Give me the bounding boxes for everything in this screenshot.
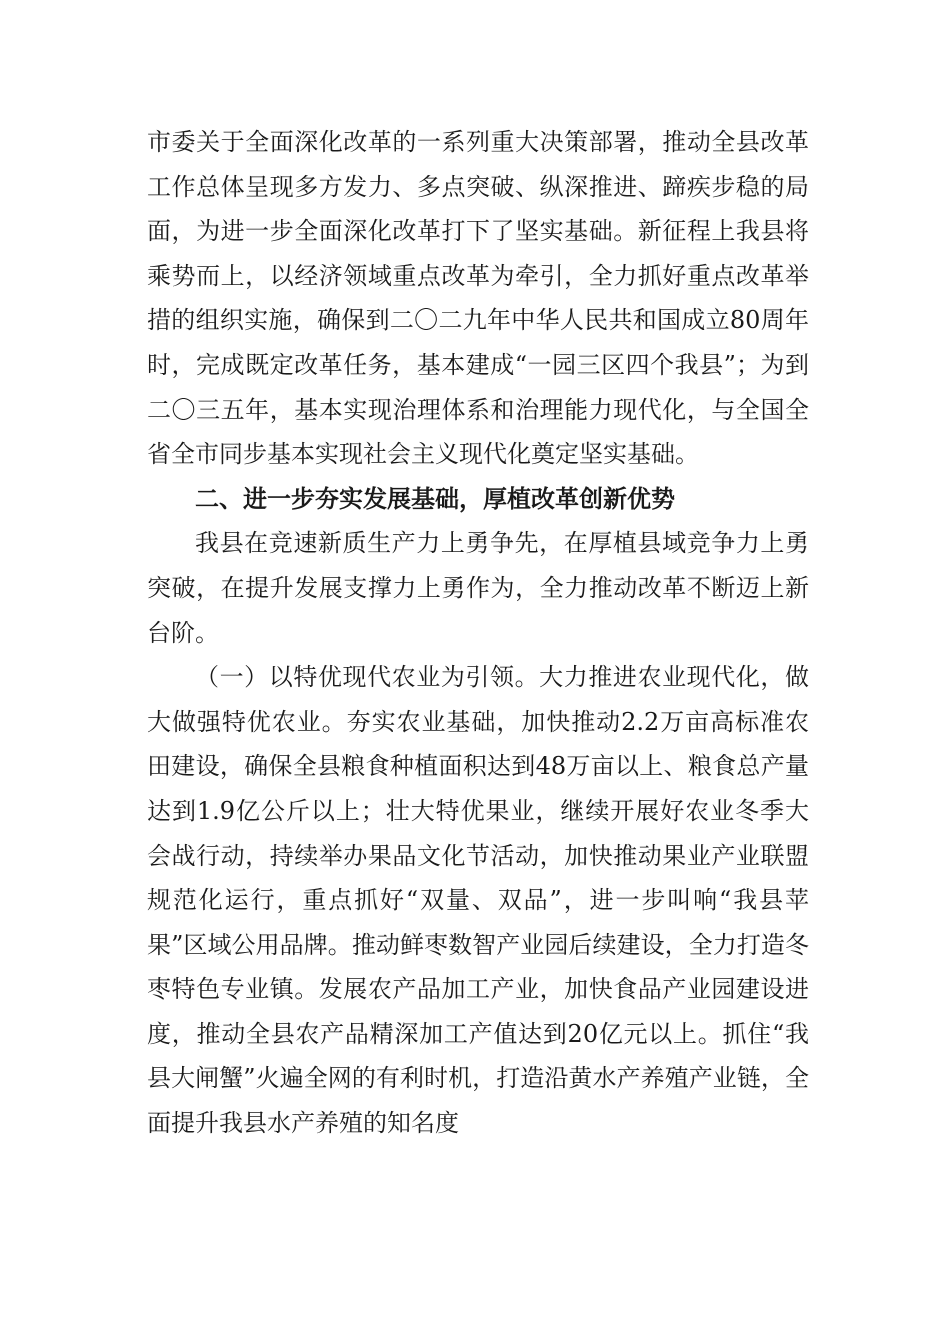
paragraph-reform-summary: 市委关于全面深化改革的一系列重大决策部署，推动全县改革工作总体呈现多方发力、多点突破、纵深推进、蹄疾步稳的局面，为进一步全面深化改革打下了坚实基础。新征程上我县将乘势而上，以经济领域重点改革为牵引，全力抓好重点改革举措的组织实施，确保到二〇二九年中华人民共和国成立80周年时，完成既定改革任务，基本建成“一园三区四个我县”；为到二〇三五年，基本实现治理体系和治理能力现代化，与全国全省全市同步基本实现社会主义现代化奠定坚实基础。 [147,128,809,469]
paragraph-section-2-intro: 我县在竞速新质生产力上勇争先，在厚植县域竞争力上勇突破，在提升发展支撑力上勇作为，全力推动改革不断迈上新台阶。 [147,529,809,647]
paragraph-agriculture [147,655,809,1146]
paragraph-agriculture-body: 大力推进农业现代化，做大做强特优农业。夯实农业基础，加快推动2.2万亩高标准农田建设，确保全县粮食种植面积达到48万亩以上、粮食总产量达到1.9亿公斤以上；壮大特优果业，继续开展好农业冬季大会战行动，持续举办果品文化节活动，加快推动果业产业联盟规范化运行，重点抓好“双量、双品”，进一步叫响“我县苹果”区域公用品牌。推动鲜枣数智产业园后续建设，全力打造冬枣特色专业镇。发展农产品加工产业，加快食品产业园建设进度，推动全县农产品精深加工产值达到20亿元以上。抓住“我县大闸蟹”火遍全网的有利时机，打造沿黄水产养殖产业链，全面提升我县水产养殖的知名度 [147,663,810,1138]
section-heading-2: 二、进一步夯实发展基础，厚植改革创新优势 [195,484,675,513]
document-body [147,120,809,1146]
subsection-heading-1: （一）以特优现代农业为引领。 [195,663,540,692]
